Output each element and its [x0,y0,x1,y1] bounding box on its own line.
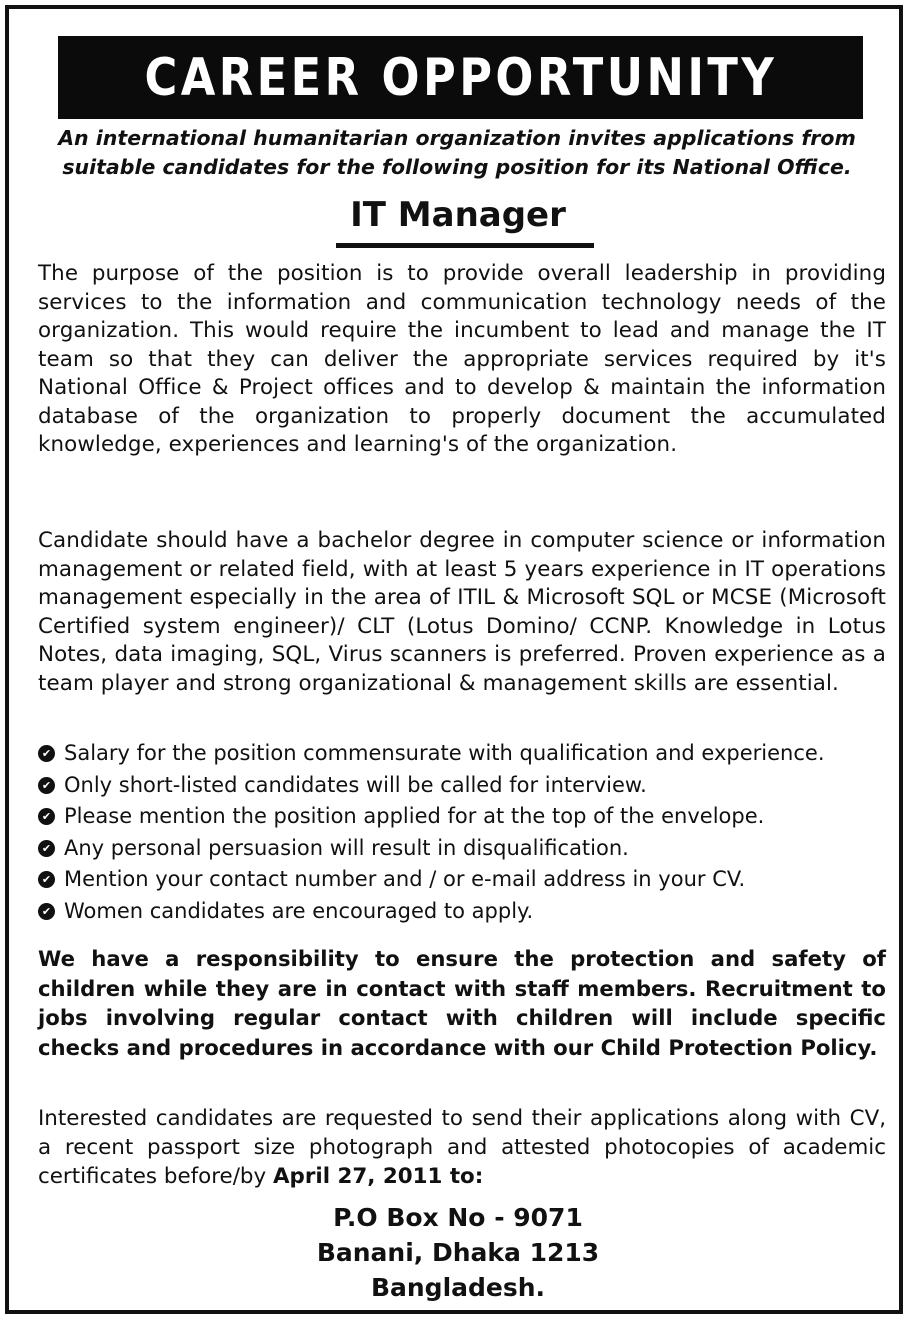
address-line: P.O Box No - 9071 [333,1203,583,1232]
application-deadline: April 27, 2011 to: [272,1164,484,1189]
check-bullet-icon: ✔ [38,777,55,794]
mailing-address [0,1200,916,1305]
application-text: Interested candidates are requested to send their applications along with CV, a recent passport size photograph and attested photocopies of academic certificates before/by [38,1106,886,1189]
note-text: Salary for the position commensurate with qualification and experience. [64,741,825,765]
requirements-paragraph: Candidate should have a bachelor degree in computer science or information management or related field, with at least 5 years experience in IT operations management especially in the area of ITIL & Microsoft SQL or MCSE (Microsoft Certified system engineer)/ CLT (Lotus Domino/ CCNP. Knowledge in Lotus Notes, data imaging, SQL, Virus scanners is preferred. Proven experience as a team player and strong organizational & management skills are essential. [38,528,886,696]
list-item [38,770,886,802]
note-text: Mention your contact number and / or e-mail address in your CV. [64,867,746,891]
application-instructions [38,1104,886,1191]
address-line: Bangladesh. [370,1273,546,1302]
child-protection-statement: We have a responsibility to ensure the protection and safety of children while they are in contact with staff members. Recruitment to jobs involving regular contact with children will include specific checks and procedures in accordance with our Child Protection Policy. [38,946,886,1060]
note-text: Only short-listed candidates will be called for interview. [64,772,647,797]
note-text: Women candidates are encouraged to apply. [64,898,534,923]
note-text: Please mention the position applied for at the top of the envelope. [64,804,765,828]
list-item [38,833,886,865]
list-item [38,864,886,896]
check-bullet-icon: ✔ [38,871,55,888]
purpose-paragraph: The purpose of the position is to provide overall leadership in providing services to the information and communication technology needs of the organization. This would require the incumbent to lead and manage the IT team so that they can deliver the appropriate services required by it's National Office & Project offices and to develop & maintain the information database of the organization to properly document the accumulated knowledge, experiences and learning's of the organization. [38,261,886,457]
job-title: IT Manager [350,195,566,235]
check-bullet-icon: ✔ [38,745,55,762]
notes-list [38,738,886,927]
check-bullet-icon: ✔ [38,808,55,825]
note-text: Any personal persuasion will result in disqualification. [64,835,629,860]
check-bullet-icon: ✔ [38,840,55,857]
list-item [38,738,886,770]
banner-title: CAREER OPPORTUNITY [144,47,777,108]
career-banner [58,36,863,119]
list-item [38,896,886,928]
title-underline [336,243,594,248]
check-bullet-icon: ✔ [38,903,55,920]
intro-text: An international humanitarian organization invites applications from suitable candidates for the following position for its National Office. [58,126,856,179]
list-item [38,801,886,833]
address-line: Banani, Dhaka 1213 [316,1238,600,1267]
